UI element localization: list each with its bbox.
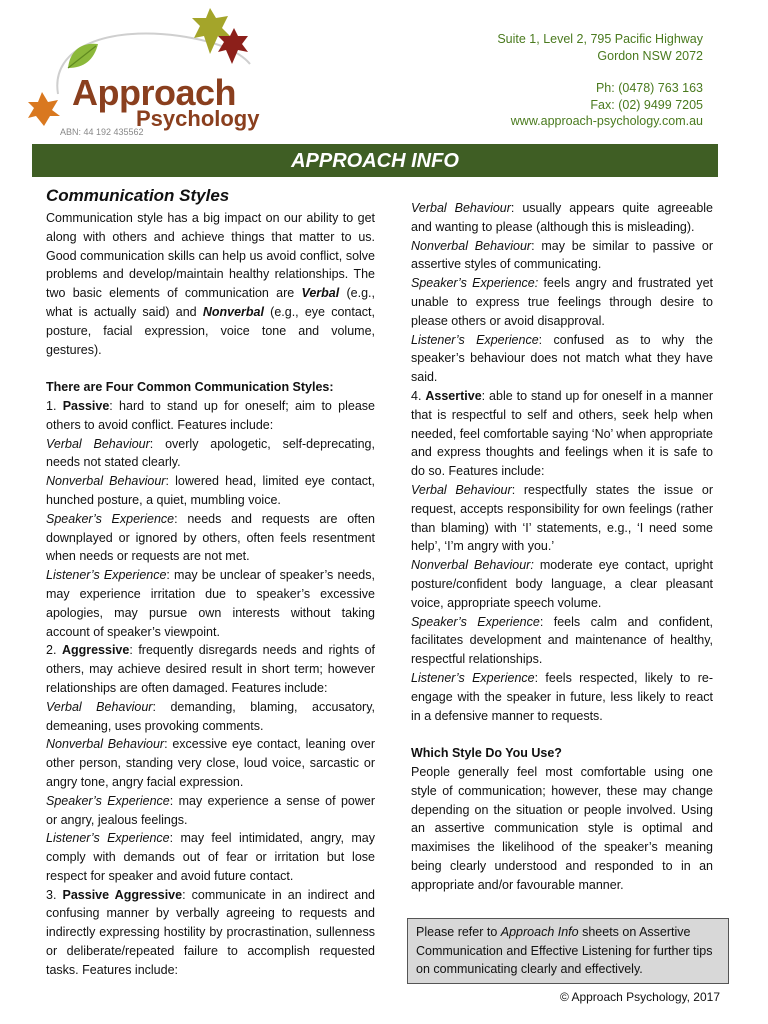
which-style-heading: Which Style Do You Use? [411,746,562,761]
assertive-nonverbal: Nonverbal Behaviour: moderate eye contact, upright posture/confident body language, a clear pleasant voice, appropriate speech volume. [411,558,713,610]
brand-name-line2: Psychology [136,106,260,131]
which-style-paragraph: People generally feel most comfortable using one style of communication; however, these may change depending on the situation or people involved. Using an assertive communication style is optimal and maximises the likelihood of the speaker’s meaning being clearly understood and responded to in an appropriate and/or favourable manner. [411,764,713,892]
passive-speaker: Speaker’s Experience: needs and requests are often downplayed or ignored by others, often feels resentment when needs or requests are not met. [46,511,375,564]
four-styles-heading: There are Four Common Communication Styles: [46,380,334,395]
right-column [411,199,713,894]
passive-listener: Listener’s Experience: may be unclear of speaker’s needs, may experience irritation due to speaker’s excessive apologies, may pursue own interests without taking account of speaker’s viewpoint. [46,568,375,639]
aggressive-intro: 2. Aggressive: frequently disregards needs and rights of others, may achieve desired result in short term; however relationships are often damaged. Features include: [46,643,375,695]
abn-number: ABN: 44 192 435562 [60,127,144,137]
page-title: Communication Styles [46,186,230,205]
pa-verbal: Verbal Behaviour: usually appears quite agreeable and wanting to please (although this is misleading). [411,201,714,234]
aggressive-speaker: Speaker’s Experience: may experience a sense of power or angry, jealous feelings. [46,793,375,827]
pa-listener: Listener’s Experience: confused as to why the speaker’s behaviour does not match what they have said. [411,332,713,385]
assertive-listener: Listener’s Experience: feels respected, likely to re-engage with the speaker in future, less likely to react in a defensive manner to requests. [411,670,713,723]
logo [20,6,290,146]
address-line1: Suite 1, Level 2, 795 Pacific Highway [497,32,703,46]
assertive-verbal: Verbal Behaviour: respectfully states the issue or request, accepts responsibility for own feelings (rather than blaming) with ‘I’ statements, e.g., ‘I need some help’, ‘I’m angry with you.’ [411,482,713,554]
phone: Ph: (0478) 763 163 [595,81,703,95]
pa-nonverbal: Nonverbal Behaviour: may be similar to passive or assertive styles of communicating. [411,238,713,272]
copyright-footer: © Approach Psychology, 2017 [559,990,720,1004]
intro-paragraph: Communication style has a big impact on our ability to get along with others and achieve things that matter to us. Good communication skills can help us avoid conflict, solve problems and develop/maintain healthy relationships. The two basic elements of communication are Verbal (e.g., what is actually said) and Nonverbal (e.g., eye contact, posture, facial expression, voice tone and volume, gestures). [46,211,375,357]
contact-block [497,31,703,130]
address-line2: Gordon NSW 2072 [597,48,703,63]
note-box: Please refer to Approach Info sheets on Assertive Communication and Effective Listening for further tips on communicating clearly and effectively. [407,918,729,984]
banner-title: APPROACH INFO [32,144,718,177]
left-column [46,185,375,980]
aggressive-nonverbal: Nonverbal Behaviour: excessive eye contact, leaning over other person, standing very close, loud voice, sarcastic or angry tone, angry facial expression. [46,737,375,789]
brand-name-line1: Approach [72,72,237,113]
fax: Fax: (02) 9499 7205 [590,97,703,112]
website-link[interactable]: www.approach-psychology.com.au [510,114,703,128]
aggressive-verbal: Verbal Behaviour: demanding, blaming, accusatory, demeaning, uses provoking comments. [46,699,376,733]
passive-nonverbal: Nonverbal Behaviour: lowered head, limited eye contact, hunched posture, a quiet, mumbling voice. [46,474,375,507]
assertive-speaker: Speaker’s Experience: feels calm and confident, facilitates development and maintenance of healthy, respectful relationships. [411,614,713,667]
assertive-intro: 4. Assertive: able to stand up for oneself in a manner that is respectful to self and others, seek help when needed, feel comfortable saying ‘No’ when appropriate and express thoughts and feelings when it is safe to do so. Features include: [411,388,713,479]
aggressive-listener: Listener’s Experience: may feel intimidated, angry, may comply with demands out of fear or irritation but lose respect for speaker and avoid future contact. [46,831,375,883]
passive-intro: 1. Passive: hard to stand up for oneself; aim to please others to avoid conflict. Features include: [46,398,375,432]
passive-aggressive-intro: 3. Passive Aggressive: communicate in an indirect and confusing manner by verbally agreeing to requests and indirectly expressing hostility by procrastination, sullenness or deliberate/repeated failure to accomplish requested tasks. Features include: [46,887,375,977]
passive-verbal: Verbal Behaviour: overly apologetic, self-deprecating, needs not stated clearly. [46,436,375,470]
pa-speaker: Speaker’s Experience: feels angry and frustrated yet unable to express true feelings through desire to please others or avoid disapproval. [411,276,713,328]
